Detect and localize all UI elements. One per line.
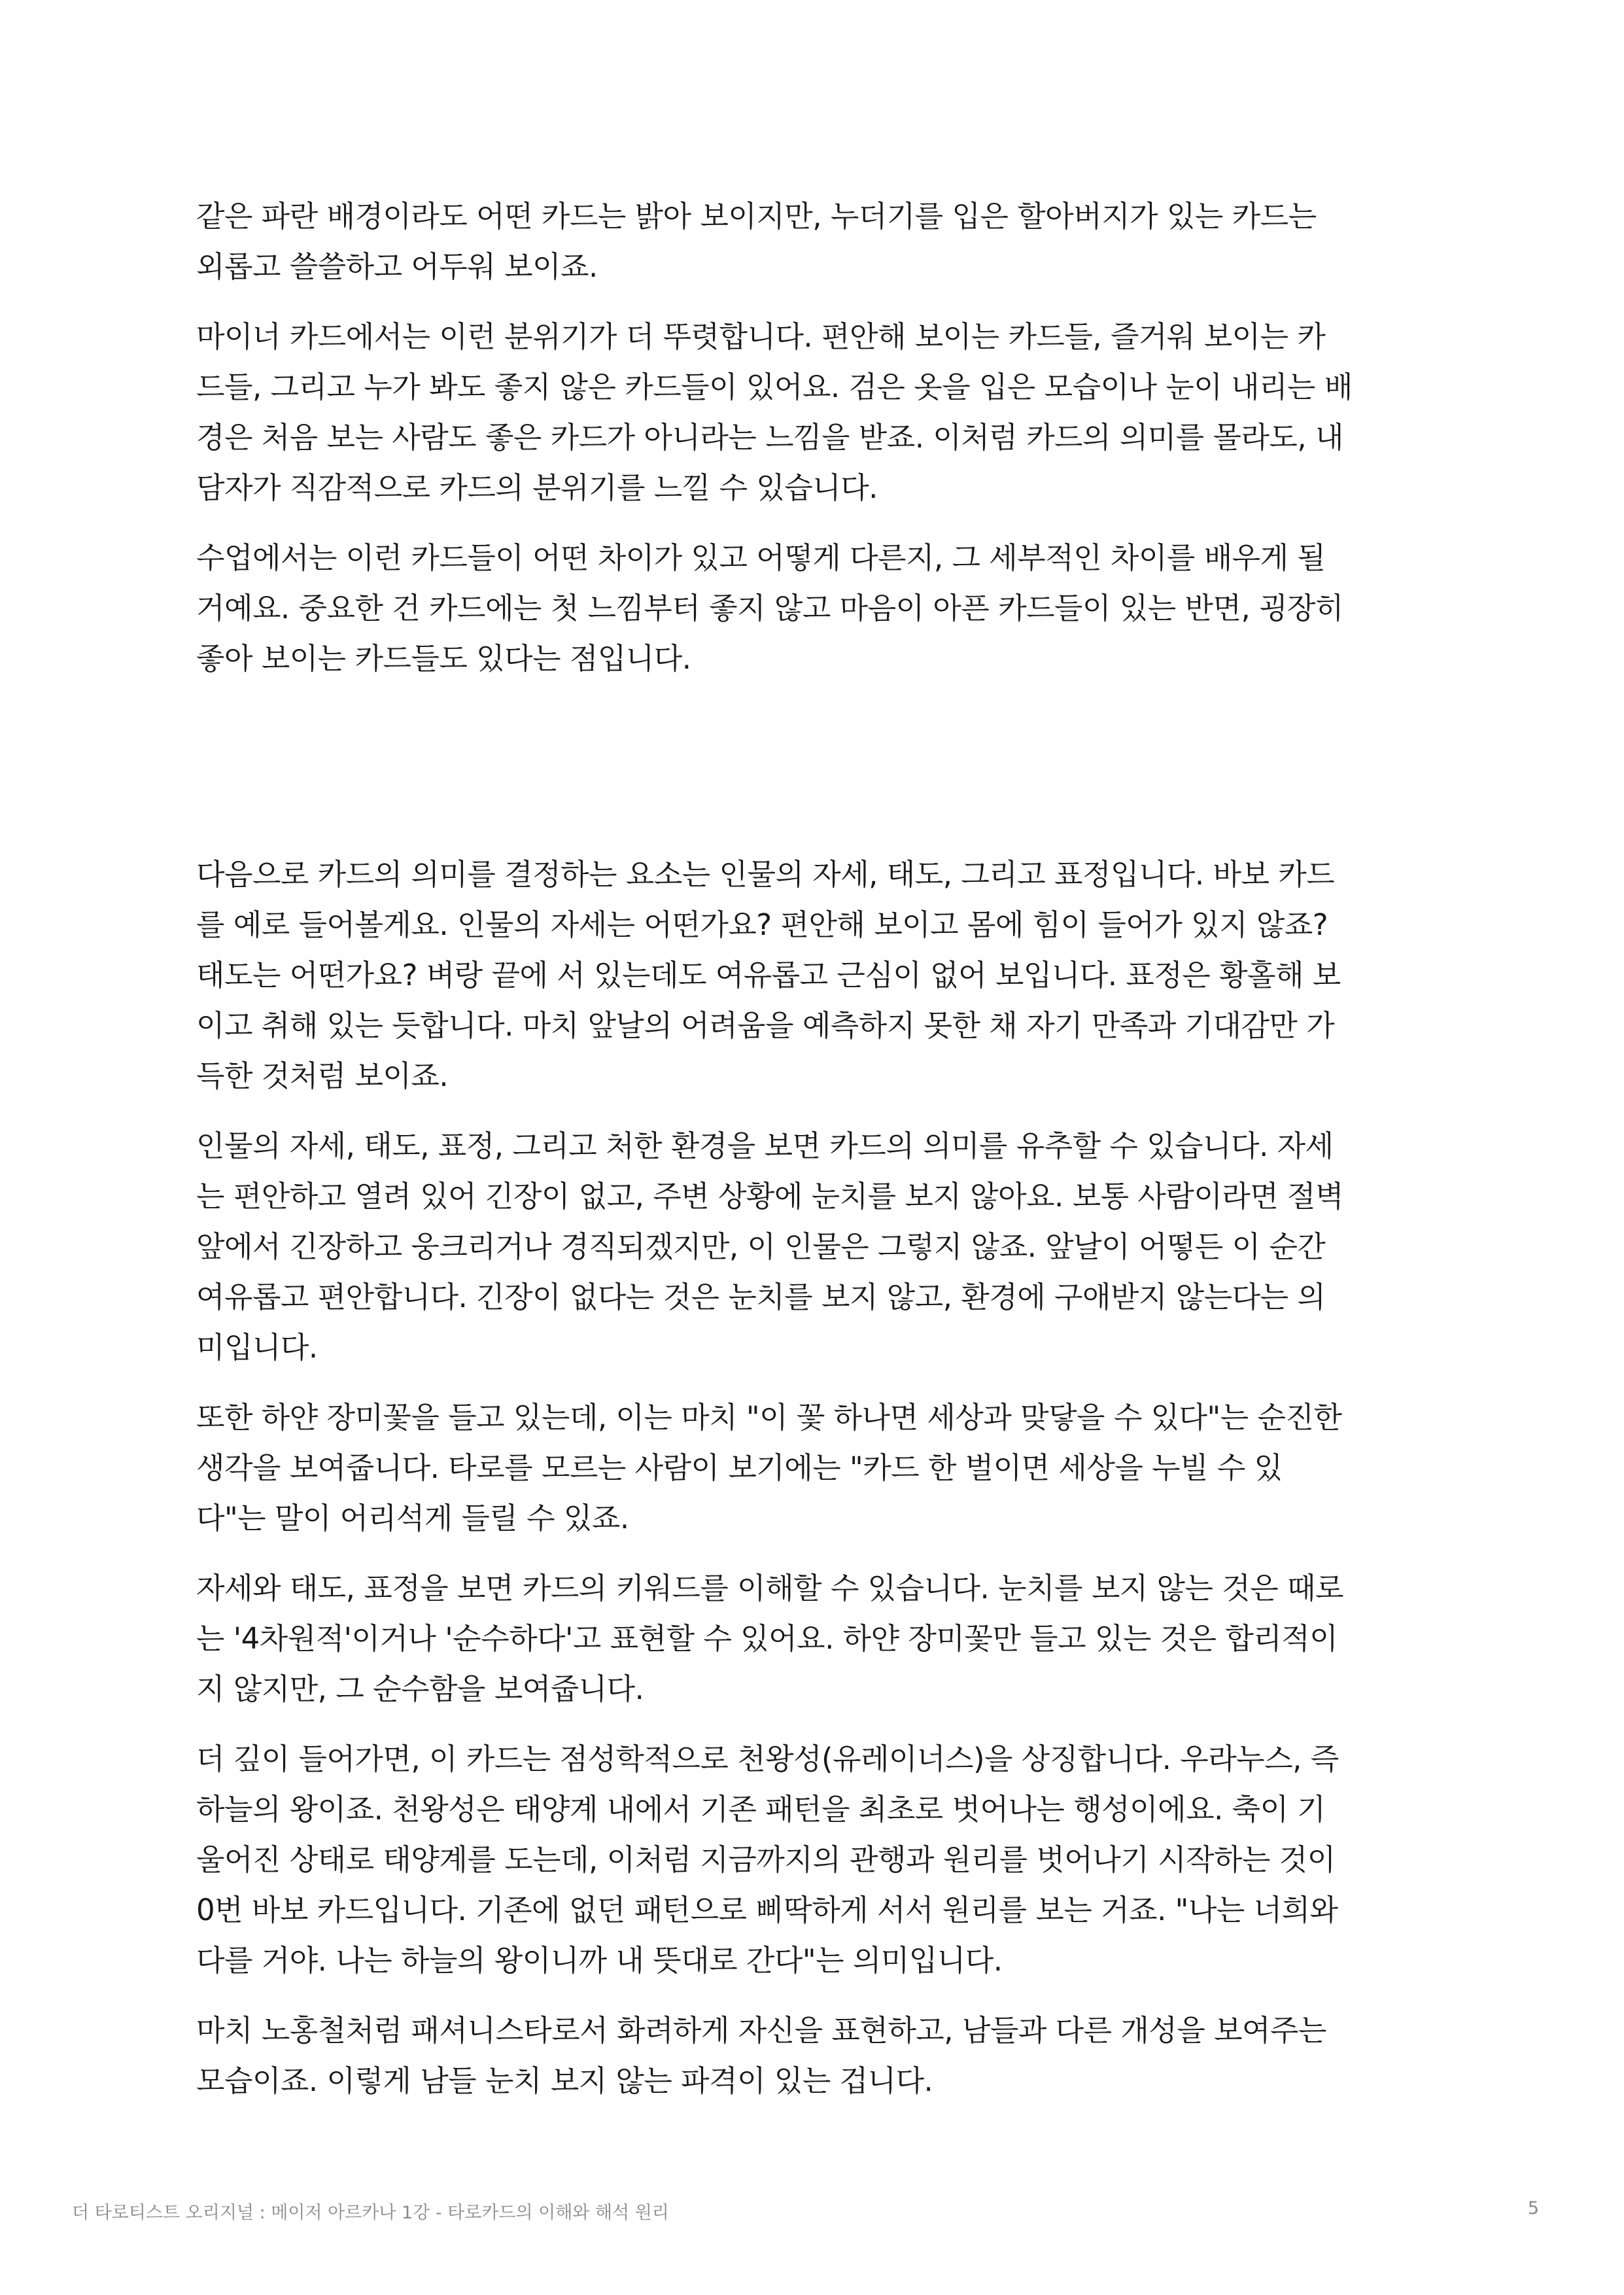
paragraph-line: 는 편안하고 열려 있어 긴장이 없고, 주변 상황에 눈치를 보지 않아요. 보통 사람이라면 절벽 xyxy=(196,1179,1343,1214)
paragraph-line: 드들, 그리고 누가 봐도 좋지 않은 카드들이 있어요. 검은 옷을 입은 모습이나 눈이 내리는 배 xyxy=(196,370,1353,404)
paragraph xyxy=(196,1392,1439,1543)
paragraph-line: 모습이죠. 이렇게 남들 눈치 보지 않는 파격이 있는 겁니다. xyxy=(196,2063,933,2098)
section-figure-posture xyxy=(196,849,1439,2106)
paragraph xyxy=(196,191,1439,292)
paragraph-line: 같은 파란 배경이라도 어떤 카드는 밝아 보이지만, 누더기를 입은 할아버지가 있는 카드는 xyxy=(196,199,1317,234)
paragraph-line: 수업에서는 이런 카드들이 어떤 차이가 있고 어떻게 다른지, 그 세부적인 차이를 배우게 될 xyxy=(196,540,1326,575)
paragraph-line: 여유롭고 편안합니다. 긴장이 없다는 것은 눈치를 보지 않고, 환경에 구애받지 않는다는 의 xyxy=(196,1280,1326,1314)
page-number: 5 xyxy=(1527,2198,1539,2218)
paragraph-line: 울어진 상태로 태양계를 도는데, 이처럼 지금까지의 관행과 원리를 벗어나기 시작하는 것이 xyxy=(196,1842,1336,1877)
section-spacer xyxy=(196,703,1439,849)
paragraph-line: 앞에서 긴장하고 웅크리거나 경직되겠지만, 이 인물은 그렇지 않죠. 앞날이 어떻든 이 순간 xyxy=(196,1229,1326,1264)
paragraph-line: 다"는 말이 어리석게 들릴 수 있죠. xyxy=(196,1501,629,1535)
paragraph-line: 인물의 자세, 태도, 표정, 그리고 처한 환경을 보면 카드의 의미를 유추할 수 있습니다. 자세 xyxy=(196,1129,1334,1163)
paragraph-line: 지 않지만, 그 순수함을 보여줍니다. xyxy=(196,1672,644,1706)
paragraph-line: 자세와 태도, 표정을 보면 카드의 키워드를 이해할 수 있습니다. 눈치를 보지 않는 것은 때로 xyxy=(196,1571,1343,1605)
footer-title: 더 타로티스트 오리지널 : 메이저 아르카나 1강 - 타로카드의 이해와 해석 원리 xyxy=(72,2203,669,2223)
paragraph-line: 득한 것처럼 보이죠. xyxy=(196,1059,449,1093)
page-footer xyxy=(72,2198,1552,2224)
paragraph-line: 생각을 보여줍니다. 타로를 모르는 사람이 보기에는 "카드 한 벌이면 세상을 누빌 수 있 xyxy=(196,1450,1283,1485)
paragraph-line: 더 깊이 들어가면, 이 카드는 점성학적으로 천왕성(유레이너스)을 상징합니다. 우라누스, 즉 xyxy=(196,1742,1339,1776)
paragraph-line: 담자가 직감적으로 카드의 분위기를 느낄 수 있습니다. xyxy=(196,470,878,505)
paragraph xyxy=(196,1563,1439,1714)
paragraph-line: 마치 노홍철처럼 패셔니스타로서 화려하게 자신을 표현하고, 남들과 다른 개성을 보여주는 xyxy=(196,2013,1326,2048)
paragraph xyxy=(196,849,1439,1101)
body-text xyxy=(196,191,1439,2126)
paragraph-line: 는 '4차원적'이거나 '순수하다'고 표현할 수 있어요. 하얀 장미꽃만 들고 있는 것은 합리적이 xyxy=(196,1621,1338,1656)
paragraph-line: 이고 취해 있는 듯합니다. 마치 앞날의 어려움을 예측하지 못한 채 자기 만족과 기대감만 가 xyxy=(196,1008,1335,1043)
paragraph xyxy=(196,1121,1439,1373)
paragraph-line: 외롭고 쓸쓸하고 어두워 보이죠. xyxy=(196,249,598,284)
paragraph-line: 다음으로 카드의 의미를 결정하는 요소는 인물의 자세, 태도, 그리고 표정입니다. 바보 카드 xyxy=(196,857,1335,892)
paragraph-line: 태도는 어떤가요? 벼랑 끝에 서 있는데도 여유롭고 근심이 없어 보입니다. 표정은 황홀해 보 xyxy=(196,958,1341,992)
paragraph xyxy=(196,533,1439,684)
paragraph xyxy=(196,1734,1439,1986)
paragraph-line: 거예요. 중요한 건 카드에는 첫 느낌부터 좋지 않고 마음이 아픈 카드들이 있는 반면, 굉장히 xyxy=(196,591,1343,625)
paragraph xyxy=(196,2005,1439,2106)
section-card-atmosphere xyxy=(196,191,1439,684)
paragraph xyxy=(196,311,1439,513)
paragraph-line: 마이너 카드에서는 이런 분위기가 더 뚜렷합니다. 편안해 보이는 카드들, 즐거워 보이는 카 xyxy=(196,319,1326,354)
paragraph-line: 를 예로 들어볼게요. 인물의 자세는 어떤가요? 편안해 보이고 몸에 힘이 들어가 있지 않죠? xyxy=(196,907,1328,942)
paragraph-line: 하늘의 왕이죠. 천왕성은 태양계 내에서 기존 패턴을 최초로 벗어나는 행성이에요. 축이 기 xyxy=(196,1792,1326,1827)
paragraph-line: 좋아 보이는 카드들도 있다는 점입니다. xyxy=(196,641,691,676)
paragraph-line: 미입니다. xyxy=(196,1330,318,1365)
paragraph-line: 경은 처음 보는 사람도 좋은 카드가 아니라는 느낌을 받죠. 이처럼 카드의 의미를 몰라도, 내 xyxy=(196,420,1343,455)
paragraph-line: 0번 바보 카드입니다. 기존에 없던 패턴으로 삐딱하게 서서 원리를 보는 거죠. "나는 너희와 xyxy=(196,1893,1338,1927)
paragraph-line: 또한 하얀 장미꽃을 들고 있는데, 이는 마치 "이 꽃 하나면 세상과 맞닿을 수 있다"는 순진한 xyxy=(196,1400,1342,1435)
paragraph-line: 다를 거야. 나는 하늘의 왕이니까 내 뜻대로 간다"는 의미입니다. xyxy=(196,1943,1003,1978)
